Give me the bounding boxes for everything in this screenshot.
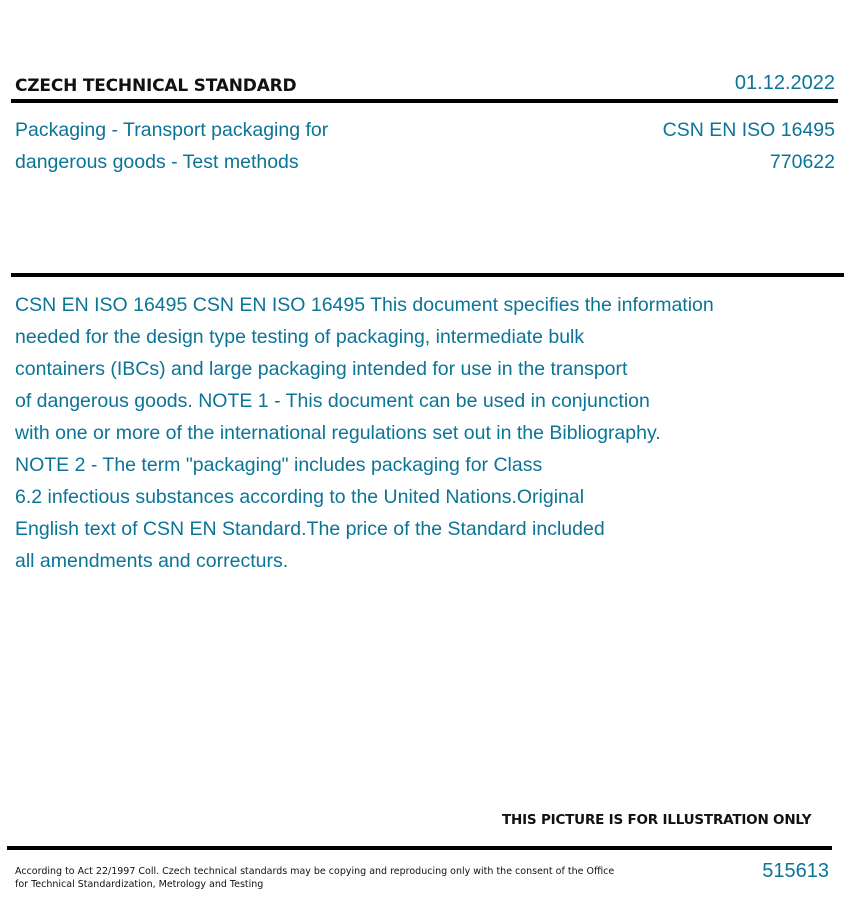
abstract-line: English text of CSN EN Standard.The price of the Standard included [15,518,605,540]
class-number: 770622 [769,151,835,173]
abstract-line: NOTE 2 - The term "packaging" includes packaging for Class [15,454,543,476]
standard-code: CSN EN ISO 16495 [662,119,835,141]
legal-notice-line: for Technical Standardization, Metrology and Testing [15,879,264,890]
catalog-number: 515613 [762,860,829,882]
abstract-line: containers (IBCs) and large packaging intended for use in the transport [15,358,628,380]
abstract-line: of dangerous goods. NOTE 1 - This document can be used in conjunction [15,390,650,412]
footer-divider [7,846,832,850]
illustration-notice: THIS PICTURE IS FOR ILLUSTRATION ONLY [502,812,812,828]
abstract-line: 6.2 infectious substances according to the United Nations.Original [15,486,585,508]
document-title-line: Packaging - Transport packaging for [15,119,329,141]
abstract-line: needed for the design type testing of packaging, intermediate bulk [15,326,585,348]
document-codes [663,114,835,178]
abstract-line: CSN EN ISO 16495 CSN EN ISO 16495 This document specifies the information [15,294,714,316]
abstract-line: with one or more of the international regulations set out in the Bibliography. [15,422,661,444]
abstract-line: all amendments and correcturs. [15,550,289,572]
title-divider [11,273,844,277]
document-title-line: dangerous goods - Test methods [15,151,299,173]
legal-notice [15,865,615,891]
abstract-text [15,289,825,577]
legal-notice-line: According to Act 22/1997 Coll. Czech technical standards may be copying and reproducing only with the consent of the Office [15,866,615,877]
publication-date: 01.12.2022 [734,72,835,94]
header-divider [11,99,838,103]
standard-heading: CZECH TECHNICAL STANDARD [15,76,297,96]
document-title [15,114,435,178]
